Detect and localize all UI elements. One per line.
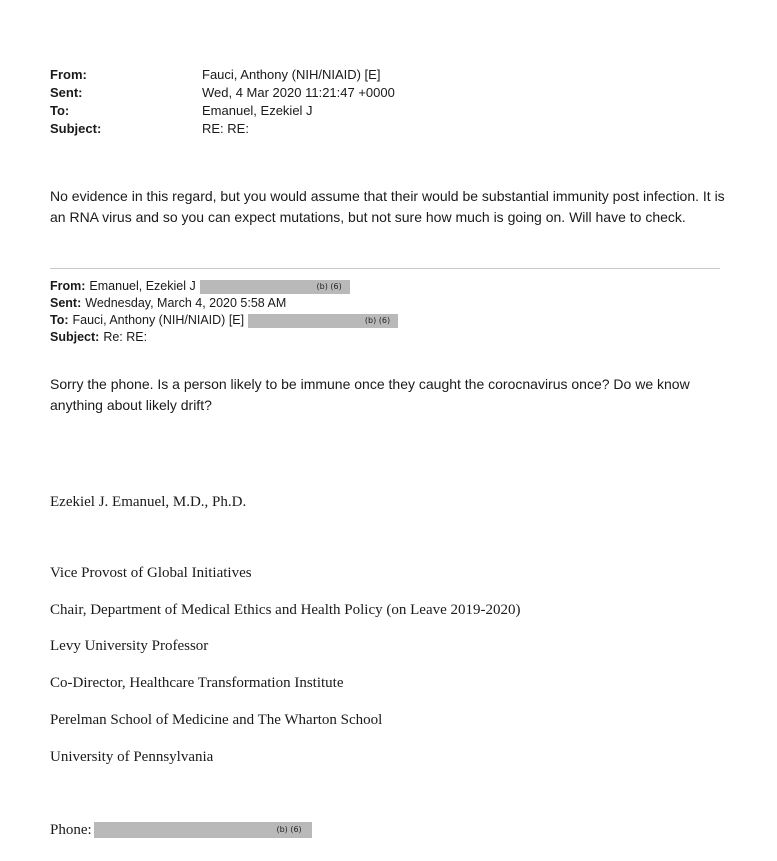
quoted-sent-row	[50, 295, 398, 312]
from-label: From:	[50, 67, 87, 82]
sent-value: Wed, 4 Mar 2020 11:21:47 +0000	[202, 85, 395, 100]
quoted-to-row	[50, 312, 398, 329]
redaction-box	[248, 314, 398, 328]
quoted-from-value: Emanuel, Ezekiel J	[89, 279, 196, 293]
quoted-subject-label: Subject:	[50, 330, 100, 344]
redaction-code: (b) (6)	[316, 281, 342, 291]
signature-line: Perelman School of Medicine and The Wharton School	[50, 712, 383, 728]
phone-label: Phone:	[50, 822, 92, 838]
quoted-from-label: From:	[50, 279, 86, 293]
redaction-box	[200, 280, 350, 294]
email-header	[50, 66, 395, 138]
quoted-subject-value: Re: RE:	[103, 330, 148, 344]
quoted-to-label: To:	[50, 313, 69, 327]
to-label: To:	[50, 103, 70, 118]
original-message-body	[50, 374, 730, 416]
header-from-row	[50, 66, 395, 84]
signature-name: Ezekiel J. Emanuel, M.D., Ph.D.	[50, 494, 247, 510]
header-sent-row	[50, 84, 395, 102]
quoted-header	[50, 278, 398, 346]
subject-value: RE: RE:	[202, 121, 249, 136]
reply-text: No evidence in this regard, but you would assume that their would be substantial immunity post infection. It is an RNA virus and so you can expect mutations, but not sure how much is going on. Will have to check.	[50, 188, 725, 225]
signature-line: Vice Provost of Global Initiatives	[50, 565, 252, 581]
signature-line: Chair, Department of Medical Ethics and Health Policy (on Leave 2019-2020)	[50, 602, 521, 618]
quote-divider	[50, 268, 720, 269]
signature-line: Levy University Professor	[50, 638, 209, 654]
sent-label: Sent:	[50, 85, 83, 100]
signature-line: University of Pennsylvania	[50, 749, 214, 765]
original-text: Sorry the phone. Is a person likely to be immune once they caught the corocnavirus once? Do we know anything about likely drift?	[50, 376, 690, 413]
header-subject-row	[50, 120, 395, 138]
header-to-row	[50, 102, 395, 120]
to-value: Emanuel, Ezekiel J	[202, 103, 313, 118]
from-value: Fauci, Anthony (NIH/NIAID) [E]	[202, 67, 381, 82]
redaction-code: (b) (6)	[364, 315, 391, 325]
quoted-sent-value: Wednesday, March 4, 2020 5:58 AM	[85, 296, 287, 310]
signature-phone-row	[50, 820, 312, 840]
redaction-code: (b) (6)	[276, 825, 302, 834]
quoted-subject-row	[50, 329, 398, 346]
redaction-box	[94, 822, 312, 838]
subject-label: Subject:	[50, 121, 102, 136]
quoted-sent-label: Sent:	[50, 296, 82, 310]
signature-line: Co-Director, Healthcare Transformation Institute	[50, 675, 344, 691]
quoted-to-value: Fauci, Anthony (NIH/NIAID) [E]	[72, 313, 245, 327]
quoted-from-row	[50, 278, 398, 295]
reply-body	[50, 186, 730, 228]
